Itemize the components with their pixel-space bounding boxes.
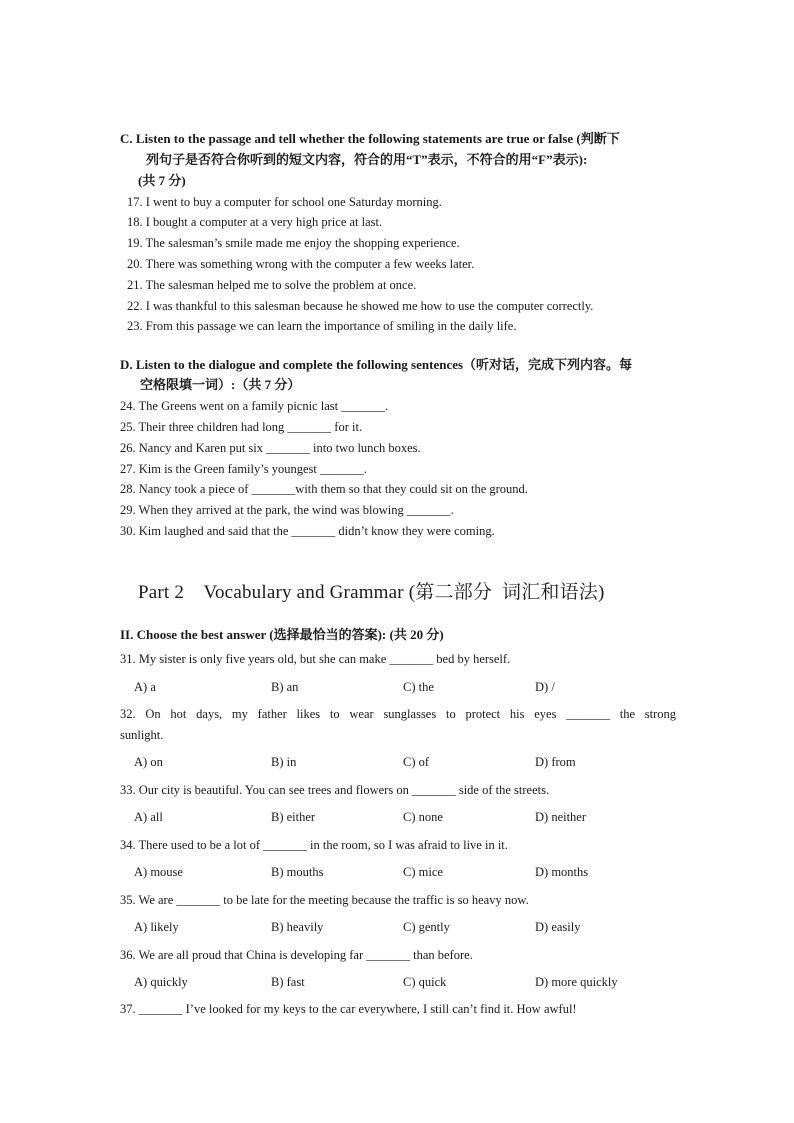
q32-option-a: A) on [134, 755, 163, 769]
q31-option-d: D) / [535, 680, 555, 694]
q36-option-b: B) fast [271, 975, 305, 989]
statement-20: 20. There was something wrong with the computer a few weeks later. [127, 257, 475, 271]
question-34: 34. There used to be a lot of _______ in the room, so I was afraid to live in it. [120, 838, 508, 852]
q36-option-d: D) more quickly [535, 975, 618, 989]
statement-18: 18. I bought a computer at a very high price at last. [127, 215, 383, 229]
q34-option-a: A) mouse [134, 865, 183, 879]
section-d-heading-line1: D. Listen to the dialogue and complete the following sentences（听对话，完成下列内容。每 [120, 357, 633, 372]
q33-option-c: C) none [403, 810, 443, 824]
sentence-25: 25. Their three children had long _______ for it. [120, 420, 363, 434]
question-32-line1: 32. On hot days, my father likes to wear sunglasses to protect his eyes _______ the strong [120, 707, 676, 721]
q33-option-a: A) all [134, 810, 163, 824]
q31-option-a: A) a [134, 680, 156, 694]
part-2-title: Part 2 Vocabulary and Grammar (第二部分 词汇和语法) [138, 582, 605, 603]
q34-option-d: D) months [535, 865, 589, 879]
section-c-heading-line2: 列句子是否符合你听到的短文内容，符合的用“T”表示，不符合的用“F”表示): [146, 152, 588, 167]
q33-option-b: B) either [271, 810, 316, 824]
q34-option-b: B) mouths [271, 865, 324, 879]
q31-option-c: C) the [403, 680, 434, 694]
q35-option-c: C) gently [403, 920, 450, 934]
q32-option-b: B) in [271, 755, 297, 769]
q35-option-a: A) likely [134, 920, 179, 934]
statement-22: 22. I was thankful to this salesman because he showed me how to use the computer correctly. [127, 299, 594, 313]
statement-21: 21. The salesman helped me to solve the problem at once. [127, 278, 417, 292]
question-36: 36. We are all proud that China is developing far _______ than before. [120, 948, 473, 962]
section-d-heading-line2: 空格限填一词）:（共 7 分） [140, 377, 301, 392]
q32-option-d: D) from [535, 755, 576, 769]
question-31: 31. My sister is only five years old, but she can make _______ bed by herself. [120, 652, 511, 666]
q36-option-a: A) quickly [134, 975, 188, 989]
question-33: 33. Our city is beautiful. You can see trees and flowers on _______ side of the streets. [120, 783, 550, 797]
question-37: 37. _______ I’ve looked for my keys to the car everywhere, I still can’t find it. How awful! [120, 1002, 577, 1016]
q31-option-b: B) an [271, 680, 299, 694]
question-32-line2: sunlight. [120, 728, 164, 742]
statement-17: 17. I went to buy a computer for school one Saturday morning. [127, 195, 442, 209]
sentence-28: 28. Nancy took a piece of _______with them so that they could sit on the ground. [120, 482, 528, 496]
statement-23: 23. From this passage we can learn the importance of smiling in the daily life. [127, 319, 517, 333]
q36-option-c: C) quick [403, 975, 447, 989]
sentence-24: 24. The Greens went on a family picnic last _______. [120, 399, 389, 413]
statement-19: 19. The salesman’s smile made me enjoy the shopping experience. [127, 236, 460, 250]
question-35: 35. We are _______ to be late for the meeting because the traffic is so heavy now. [120, 893, 529, 907]
section-ii-heading: II. Choose the best answer (选择最恰当的答案): (共 20 分) [120, 627, 444, 642]
q32-option-c: C) of [403, 755, 430, 769]
section-c-heading-line1: C. Listen to the passage and tell whether the following statements are true or false (判断下 [120, 131, 620, 146]
section-c-heading-line3: (共 7 分) [138, 173, 186, 188]
sentence-29: 29. When they arrived at the park, the wind was blowing _______. [120, 503, 454, 517]
q35-option-b: B) heavily [271, 920, 324, 934]
q35-option-d: D) easily [535, 920, 581, 934]
sentence-30: 30. Kim laughed and said that the _______ didn’t know they were coming. [120, 524, 495, 538]
sentence-26: 26. Nancy and Karen put six _______ into two lunch boxes. [120, 441, 421, 455]
sentence-27: 27. Kim is the Green family’s youngest _______. [120, 462, 367, 476]
q33-option-d: D) neither [535, 810, 587, 824]
q34-option-c: C) mice [403, 865, 443, 879]
